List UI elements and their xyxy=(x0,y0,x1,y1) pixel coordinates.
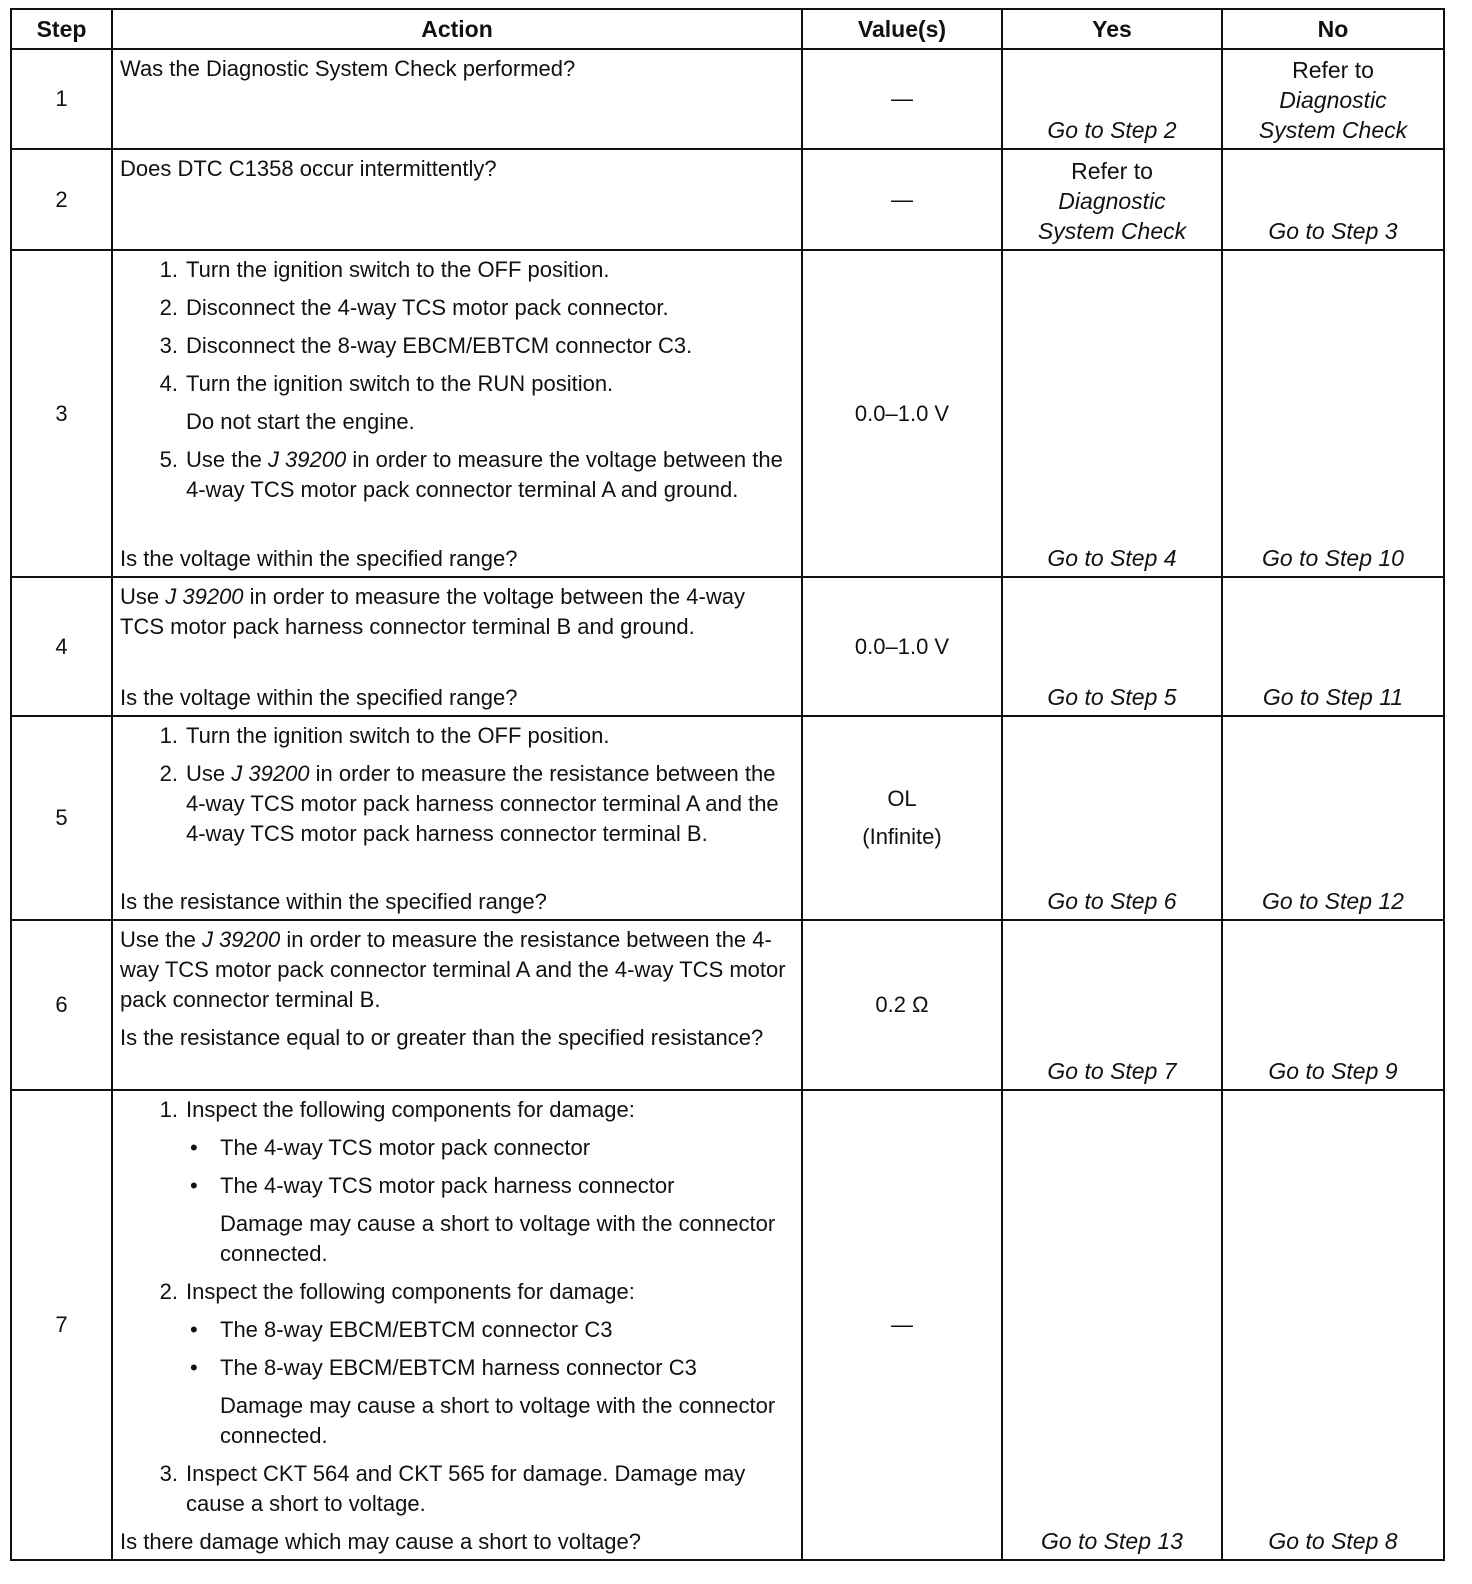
value-cell: — xyxy=(802,149,1002,250)
header-row xyxy=(11,9,1444,49)
list-item: 2. Inspect the following components for damage: • The 8-way EBCM/EBTCM connector C3 • The 8-way EBCM/EBTCM harness connector C3 Damage may cause a short to voltage with the connector connected. xyxy=(120,1277,793,1451)
bullet-list xyxy=(186,1133,793,1269)
header-values: Value(s) xyxy=(802,9,1002,49)
question-text: Is the resistance within the specified range? xyxy=(120,889,547,914)
action-cell xyxy=(112,1090,802,1560)
table-row xyxy=(11,920,1444,1090)
step-number: 1 xyxy=(11,49,112,149)
action-cell xyxy=(112,716,802,920)
value-line-2: (Infinite) xyxy=(862,824,942,849)
table-row xyxy=(11,49,1444,149)
procedure-list xyxy=(120,1095,793,1519)
yes-refer-text: Refer to xyxy=(1071,158,1153,184)
table-row xyxy=(11,716,1444,920)
value-line-1: OL xyxy=(887,786,917,811)
action-cell xyxy=(112,49,802,149)
instruction-text: Use J 39200 in order to measure the voltage between the 4-way TCS motor pack harness connector terminal B and ground. xyxy=(120,584,745,639)
bullet-item: • The 4-way TCS motor pack connector xyxy=(190,1135,591,1160)
header-step: Step xyxy=(11,9,112,49)
no-cell xyxy=(1222,577,1444,716)
header-no: No xyxy=(1222,9,1444,49)
no-cell xyxy=(1222,716,1444,920)
header-yes: Yes xyxy=(1002,9,1222,49)
tool-name: J 39200 xyxy=(165,584,244,609)
no-cell xyxy=(1222,149,1444,250)
list-item: 1. Turn the ignition switch to the OFF position. xyxy=(159,723,610,748)
list-item: 3. Disconnect the 8-way EBCM/EBTCM connector C3. xyxy=(159,333,693,358)
procedure-list xyxy=(120,721,793,849)
yes-cell xyxy=(1002,920,1222,1090)
value-cell: — xyxy=(802,49,1002,149)
tool-name: J 39200 xyxy=(201,927,281,952)
bullet-list xyxy=(186,1315,793,1451)
no-goto: Go to Step 10 xyxy=(1262,545,1404,571)
no-goto: Go to Step 8 xyxy=(1268,1528,1398,1554)
step-number: 5 xyxy=(11,716,112,920)
yes-goto: Go to Step 7 xyxy=(1047,1058,1177,1084)
list-item: 2. Disconnect the 4-way TCS motor pack connector. xyxy=(159,295,669,320)
yes-refer-target-2: System Check xyxy=(1037,218,1187,244)
yes-cell xyxy=(1002,149,1222,250)
yes-cell xyxy=(1002,716,1222,920)
instruction-text: Use the J 39200 in order to measure the resistance between the 4-way TCS motor pack connector terminal A and the 4-way TCS motor pack connector terminal B. xyxy=(120,927,786,1012)
step-number: 2 xyxy=(11,149,112,250)
value-cell: 0.0–1.0 V xyxy=(802,250,1002,577)
step-number: 6 xyxy=(11,920,112,1090)
note-text: Damage may cause a short to voltage with the connector connected. xyxy=(220,1211,776,1266)
table-row xyxy=(11,1090,1444,1560)
action-cell xyxy=(112,920,802,1090)
no-cell xyxy=(1222,49,1444,149)
no-goto: Go to Step 9 xyxy=(1268,1058,1398,1084)
no-cell xyxy=(1222,1090,1444,1560)
yes-goto: Go to Step 4 xyxy=(1047,545,1177,571)
header-action: Action xyxy=(112,9,802,49)
question-text: Was the Diagnostic System Check performed? xyxy=(120,56,576,81)
value-cell: 0.0–1.0 V xyxy=(802,577,1002,716)
procedure-list xyxy=(120,255,793,505)
no-goto: Go to Step 12 xyxy=(1262,888,1404,914)
step-number: 4 xyxy=(11,577,112,716)
yes-cell xyxy=(1002,49,1222,149)
tool-name: J 39200 xyxy=(267,447,347,472)
list-item: 2. Use J 39200 in order to measure the resistance between the 4-way TCS motor pack harness connector terminal A and the 4-way TCS motor pack harness connector terminal B. xyxy=(159,761,779,846)
yes-goto: Go to Step 13 xyxy=(1041,1528,1183,1554)
note-text: Damage may cause a short to voltage with the connector connected. xyxy=(220,1393,776,1448)
yes-refer-target-1: Diagnostic xyxy=(1058,188,1166,214)
table-row xyxy=(11,577,1444,716)
action-cell xyxy=(112,149,802,250)
note-text: Do not start the engine. xyxy=(186,409,415,434)
action-cell xyxy=(112,577,802,716)
list-item: 5. Use the J 39200 in order to measure the voltage between the 4-way TCS motor pack connector terminal A and ground. xyxy=(159,447,783,502)
table-row xyxy=(11,250,1444,577)
list-item: 1. Inspect the following components for damage: • The 4-way TCS motor pack connector • The 4-way TCS motor pack harness connector Damage may cause a short to voltage with the connector connected. xyxy=(120,1095,793,1269)
question-text: Is the voltage within the specified range? xyxy=(120,685,518,710)
value-cell: — xyxy=(802,1090,1002,1560)
no-cell xyxy=(1222,920,1444,1090)
question-text: Is the resistance equal to or greater than the specified resistance? xyxy=(120,1025,764,1050)
table-row xyxy=(11,149,1444,250)
yes-cell xyxy=(1002,250,1222,577)
action-cell xyxy=(112,250,802,577)
yes-cell xyxy=(1002,577,1222,716)
diagnostic-table xyxy=(10,8,1445,1561)
step-number: 3 xyxy=(11,250,112,577)
no-refer-target-2: System Check xyxy=(1258,117,1408,143)
bullet-item: • The 8-way EBCM/EBTCM connector C3 xyxy=(190,1317,613,1342)
list-item: 1. Turn the ignition switch to the OFF position. xyxy=(159,257,610,282)
bullet-item: • The 4-way TCS motor pack harness connector Damage may cause a short to voltage with the connector connected. xyxy=(186,1171,793,1269)
no-goto: Go to Step 3 xyxy=(1268,218,1398,244)
tool-name: J 39200 xyxy=(231,761,310,786)
question-text: Is the voltage within the specified range? xyxy=(120,546,518,571)
value-cell xyxy=(802,716,1002,920)
list-item: 3. Inspect CKT 564 and CKT 565 for damage. Damage may cause a short to voltage. xyxy=(159,1461,746,1516)
no-refer-text: Refer to xyxy=(1292,57,1374,83)
no-refer-target-1: Diagnostic xyxy=(1279,87,1387,113)
list-item: 4. Turn the ignition switch to the RUN position. Do not start the engine. xyxy=(120,369,793,437)
no-goto: Go to Step 11 xyxy=(1262,684,1404,710)
yes-goto: Go to Step 5 xyxy=(1047,684,1177,710)
yes-goto: Go to Step 2 xyxy=(1047,117,1177,143)
bullet-item: • The 8-way EBCM/EBTCM harness connector C3 Damage may cause a short to voltage with the connector connected. xyxy=(186,1353,793,1451)
yes-cell xyxy=(1002,1090,1222,1560)
question-text: Is there damage which may cause a short to voltage? xyxy=(120,1529,641,1554)
value-cell: 0.2 Ω xyxy=(802,920,1002,1090)
yes-goto: Go to Step 6 xyxy=(1047,888,1177,914)
step-number: 7 xyxy=(11,1090,112,1560)
question-text: Does DTC C1358 occur intermittently? xyxy=(120,156,497,181)
no-cell xyxy=(1222,250,1444,577)
